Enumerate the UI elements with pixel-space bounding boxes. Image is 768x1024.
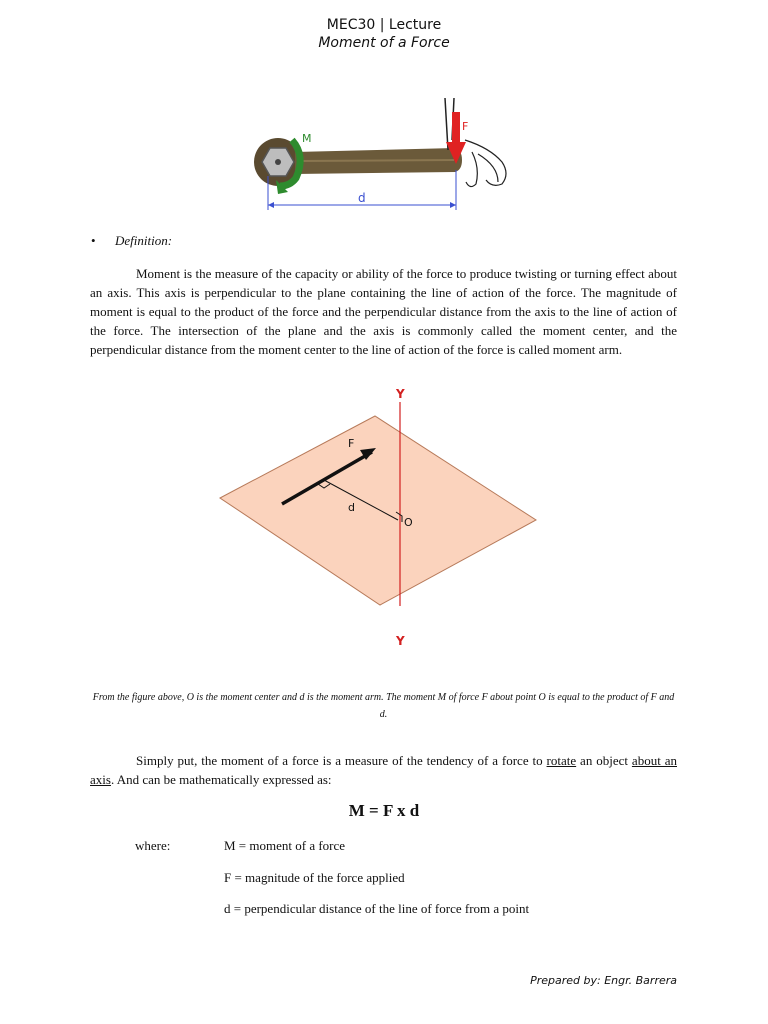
distance-label: d	[358, 191, 366, 205]
figure-caption: From the figure above, O is the moment center and d is the moment arm. The moment M of force F about point O is equal to the product of F and d.	[92, 692, 675, 720]
y-axis-top-label: Y	[396, 387, 405, 401]
summary-paragraph: Simply put, the moment of a force is a measure of the tendency of a force to rotate an object about an axis. And can be mathematically expressed as:	[90, 753, 677, 787]
where-label: where:	[135, 838, 171, 853]
y-axis-bottom-label: Y	[396, 634, 405, 648]
course-header: MEC30 | Lecture	[326, 17, 442, 33]
plane	[220, 416, 536, 605]
definition-label: Definition:	[115, 233, 173, 248]
wrench-figure	[240, 90, 530, 210]
force-arrow	[452, 112, 460, 144]
force-label: F	[462, 120, 469, 133]
underline-rotate: rotate	[546, 753, 577, 768]
moment-plane-figure	[210, 380, 550, 655]
footer-author: Prepared by: Engr. Barrera	[530, 974, 677, 987]
page-title: Moment of a Force	[318, 35, 450, 51]
bullet-marker: •	[91, 233, 96, 248]
formula: M = F x d	[348, 801, 420, 820]
moment-center-label: O	[404, 516, 413, 529]
definition-m: M = moment of a force	[224, 838, 346, 853]
moment-label: M	[302, 132, 312, 145]
definition-f: F = magnitude of the force applied	[224, 870, 405, 885]
definition-paragraph: Moment is the measure of the capacity or ability of the force to produce twisting or turning effect about an axis. This axis is perpendicular to the plane containing the line of action of the force. The magnitude of moment is equal to the product of the force and the perpendicular distance from the axis to the line of action of the force. The intersection of the plane and the axis is commonly called the moment center, and the perpendicular distance from the moment center to the line of action of the force is called moment arm.	[90, 266, 677, 357]
underline-axis: about an axis	[90, 753, 677, 787]
definition-d: d = perpendicular distance of the line of force from a point	[224, 901, 530, 916]
force-label-2: F	[348, 437, 355, 450]
moment-arm-label: d	[348, 501, 355, 514]
